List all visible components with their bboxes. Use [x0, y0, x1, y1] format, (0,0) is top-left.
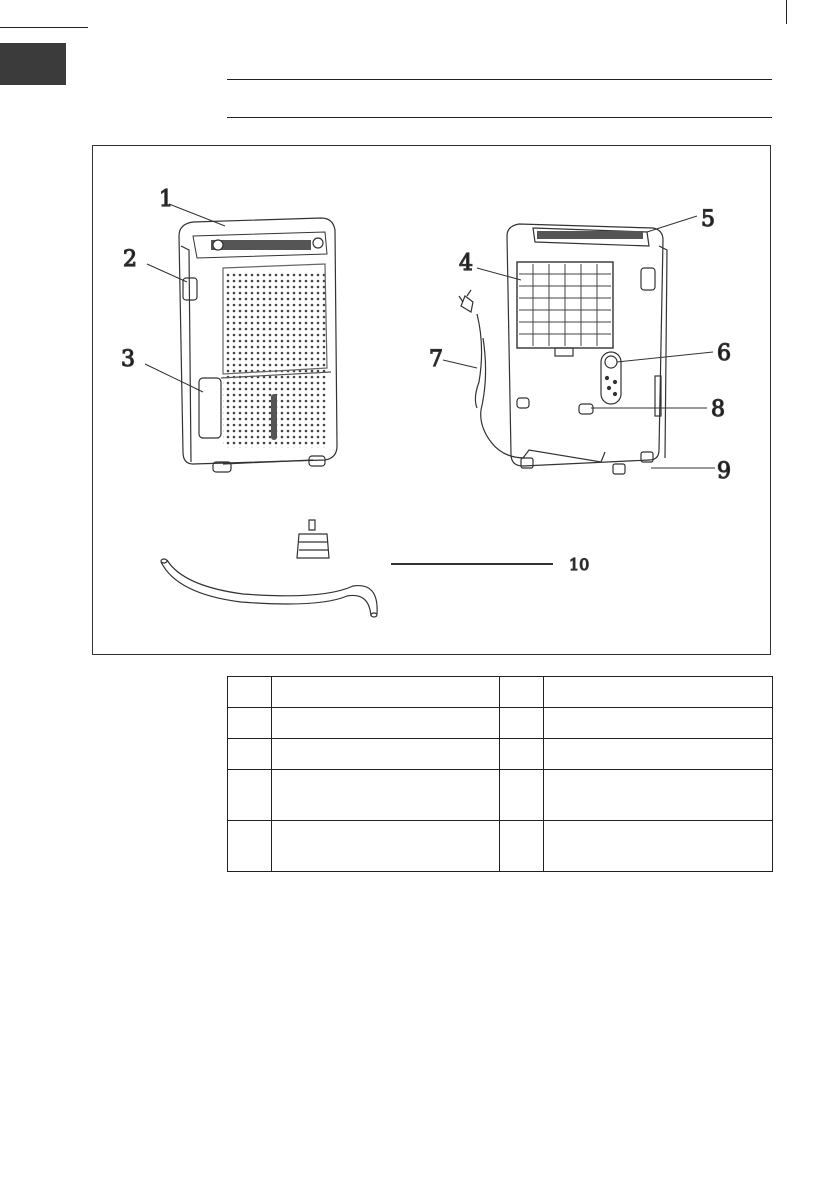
front-unit-drawing	[179, 218, 337, 472]
part-description	[272, 708, 500, 739]
table-row	[228, 739, 773, 770]
part-number	[228, 739, 272, 770]
back-unit-drawing	[459, 224, 667, 474]
part-description	[272, 677, 500, 708]
device-overview-figure	[92, 145, 771, 655]
part-number	[500, 677, 544, 708]
part-number	[228, 677, 272, 708]
table-row	[228, 677, 773, 708]
part-number	[500, 739, 544, 770]
callout-1: 1	[159, 187, 173, 212]
header-rule-top	[227, 79, 772, 80]
header-rule-bottom	[227, 117, 772, 118]
drain-accessories-drawing	[161, 520, 553, 617]
table-row	[228, 708, 773, 739]
part-number	[228, 708, 272, 739]
callout-5: 5	[701, 207, 715, 232]
part-number	[228, 770, 272, 821]
callout-4: 4	[459, 251, 473, 276]
callout-7: 7	[429, 347, 443, 372]
part-description	[544, 677, 773, 708]
callout-8: 8	[711, 397, 725, 422]
part-number	[500, 770, 544, 821]
part-description	[272, 739, 500, 770]
parts-table	[227, 676, 773, 872]
language-tab	[0, 43, 66, 85]
part-description	[272, 770, 500, 821]
part-number	[500, 708, 544, 739]
part-description	[544, 708, 773, 739]
part-description	[544, 770, 773, 821]
table-row	[228, 821, 773, 872]
table-row	[228, 770, 773, 821]
callout-2: 2	[123, 247, 137, 272]
part-number	[228, 821, 272, 872]
part-description	[544, 739, 773, 770]
part-description	[272, 821, 500, 872]
callout-10: 10	[569, 555, 590, 574]
callout-6: 6	[717, 341, 731, 366]
part-number	[500, 821, 544, 872]
part-description	[544, 821, 773, 872]
device-illustration	[93, 146, 770, 654]
crop-mark-horizontal	[0, 27, 88, 28]
callout-9: 9	[717, 459, 731, 484]
callout-3: 3	[121, 347, 135, 372]
crop-mark-vertical	[786, 0, 787, 24]
